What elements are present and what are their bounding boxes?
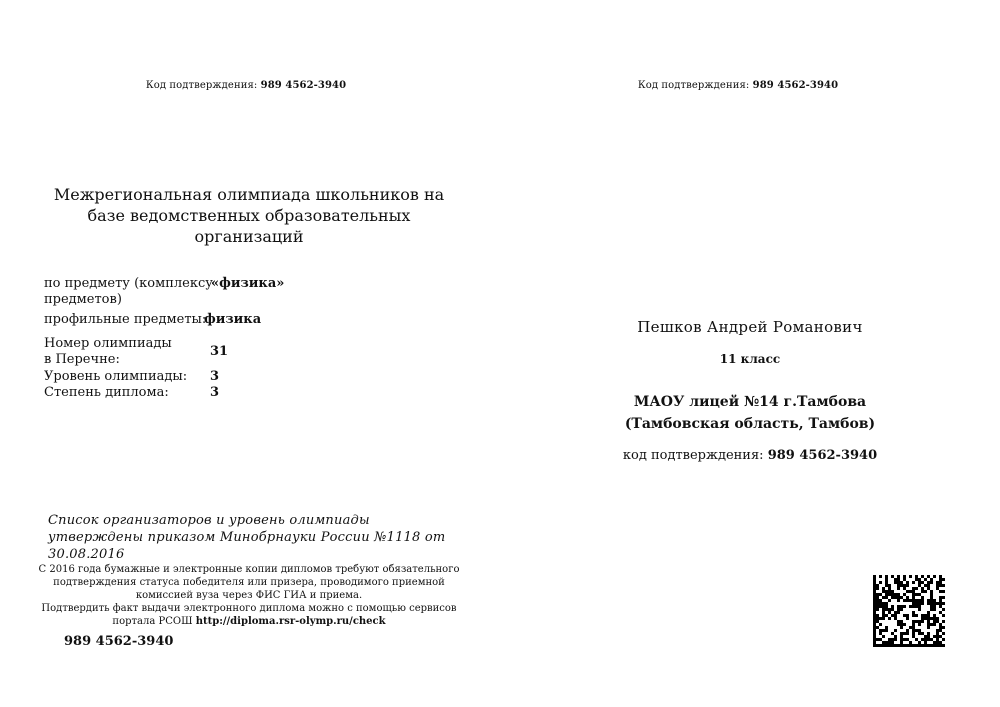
- qr-code-icon: [873, 575, 945, 647]
- verify-link[interactable]: http://diploma.rsr-olymp.ru/check: [195, 616, 386, 627]
- organizers-note: Список организаторов и уровень олимпиады утверждены приказом Минобрнауки России №1118 от 30.08.2016: [48, 513, 446, 562]
- school-region: (Тамбовская область, Тамбов): [624, 416, 876, 432]
- confirmation-code-label: Код подтверждения:: [637, 80, 750, 91]
- confirmation-code-header: [488, 80, 988, 91]
- confirmation-value: 989 4562-3940: [767, 448, 878, 463]
- degree-value: 3: [210, 385, 220, 400]
- confirmation-code-value: 989 4562-3940: [752, 80, 839, 91]
- degree-label: Степень диплома:: [44, 385, 169, 400]
- confirmation-line: [500, 448, 1000, 463]
- subject-value: «физика»: [211, 276, 285, 291]
- diploma-right-page: [500, 0, 1000, 707]
- verify-text: Подтвердить факт выдачи электронного диплома можно с помощью сервисов портала РСОШ: [41, 603, 457, 627]
- verification-notice: [34, 563, 464, 628]
- confirmation-label: код подтверждения:: [622, 448, 764, 463]
- school-info: [500, 391, 1000, 435]
- confirmation-code-header: [0, 80, 496, 91]
- school-name: МАОУ лицей №14 г.Тамбова: [633, 394, 867, 410]
- number-value: 31: [210, 344, 229, 359]
- student-grade: 11 класс: [719, 352, 781, 366]
- subject-value-wrap: [211, 276, 284, 292]
- confirmation-code-footer: 989 4562-3940: [64, 634, 174, 649]
- olympiad-title: Межрегиональная олимпиада школьников на базе ведомственных образовательных организаций: [53, 185, 445, 246]
- profile-label: профильные предметы:: [44, 312, 207, 327]
- number-label: Номер олимпиады в Перечне:: [44, 336, 172, 367]
- student-name: Пешков Андрей Романович: [637, 318, 863, 336]
- profile-value: физика: [204, 312, 262, 327]
- subject-label: по предмету (комплексу предметов): [44, 276, 213, 307]
- level-value: 3: [210, 369, 220, 384]
- confirmation-code-value: 989 4562-3940: [260, 80, 347, 91]
- notice-text: С 2016 года бумажные и электронные копии дипломов требуют обязательного подтверждения статуса победителя или призера, проводимого приемной комиссией вуза через ФИС ГИА и приема.: [38, 564, 460, 601]
- confirmation-code-label: Код подтверждения:: [145, 80, 258, 91]
- level-label: Уровень олимпиады:: [44, 369, 188, 384]
